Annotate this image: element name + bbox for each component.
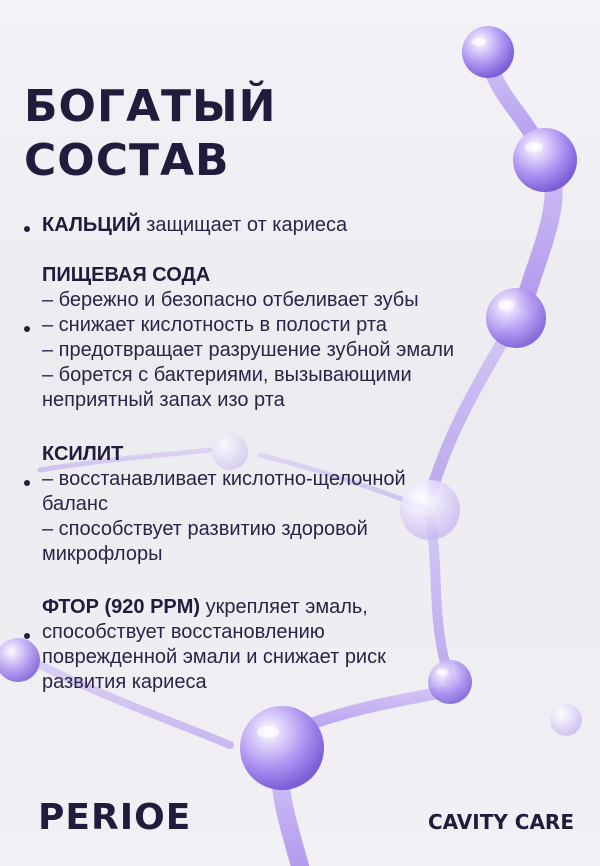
benefit-line: баланс xyxy=(42,493,108,515)
benefit-line: – восстанавливает кислотно-щелочной xyxy=(42,468,406,490)
benefit-line: – бережно и безопасно отбеливает зубы xyxy=(42,289,419,311)
ingredient-name: ФТОР (920 PPM) xyxy=(42,596,201,618)
title-line-2: СОСТАВ xyxy=(24,135,230,186)
ingredient-fluoride xyxy=(24,595,544,695)
ingredient-calcium xyxy=(24,213,544,238)
benefit-line: микрофлоры xyxy=(42,543,163,565)
brand-logo: PERIOE xyxy=(38,797,192,838)
bullet-dot xyxy=(24,226,30,232)
product-tagline: CAVITY CARE xyxy=(427,810,574,834)
benefit-line: поврежденной эмали и снижает риск xyxy=(42,646,386,668)
ingredient-name: ПИЩЕВАЯ СОДА xyxy=(42,264,211,286)
benefit-line: неприятный запах изо рта xyxy=(42,389,285,411)
bullet-dot xyxy=(24,480,30,486)
bullet-dot xyxy=(24,326,30,332)
benefit-line: – снижает кислотность в полости рта xyxy=(42,314,387,336)
bullet-dot xyxy=(24,633,30,639)
ingredient-name: КСИЛИТ xyxy=(42,443,124,465)
page-title xyxy=(24,80,276,188)
benefit-line: способствует восстановлению xyxy=(42,621,325,643)
ingredient-xylitol xyxy=(24,442,544,567)
benefit-line: – борется с бактериями, вызывающими xyxy=(42,364,412,386)
benefit-line: – предотвращает разрушение зубной эмали xyxy=(42,339,455,361)
title-line-1: БОГАТЫЙ xyxy=(24,81,277,132)
benefit-line: – способствует развитию здоровой xyxy=(42,518,368,540)
benefit-line: развития кариеса xyxy=(42,671,207,693)
ingredient-baking-soda xyxy=(24,263,544,413)
ingredient-desc: защищает от кариеса xyxy=(140,214,348,236)
ingredient-desc: укрепляет эмаль, xyxy=(200,596,368,618)
ingredient-name: КАЛЬЦИЙ xyxy=(42,214,141,236)
